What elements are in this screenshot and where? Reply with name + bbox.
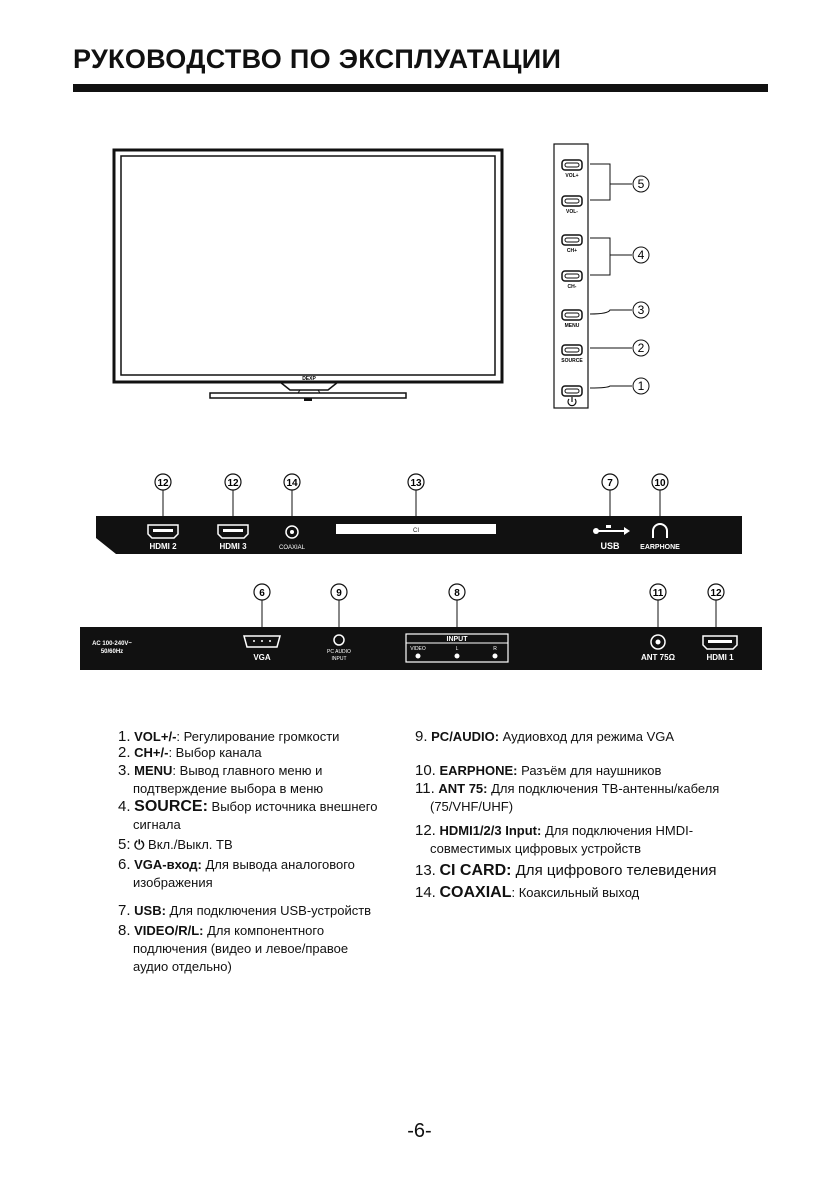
- legend-key: ANT 75:: [438, 781, 488, 796]
- side-button-5: [561, 345, 583, 364]
- legend-item: [118, 762, 323, 798]
- legend-text: Для подключения HMDI-: [541, 823, 694, 838]
- legend-item: [415, 822, 693, 858]
- legend-item: [415, 862, 717, 880]
- legend-key: SOURCE:: [134, 798, 208, 815]
- legend-num: 14.: [415, 884, 436, 901]
- bottom-callout: 8: [454, 588, 460, 599]
- legend-text: : Выбор канала: [168, 745, 262, 760]
- page-title: РУКОВОДСТВО ПО ЭКСПЛУАТАЦИИ: [73, 44, 562, 74]
- top-callout: 14: [286, 478, 298, 489]
- side-button-4: [562, 310, 582, 329]
- pc-audio-label: PC AUDIO: [327, 649, 351, 655]
- legend-key: COAXIAL: [439, 884, 512, 901]
- bottom-callout: 11: [652, 588, 664, 599]
- legend-key: HDMI1/2/3 Input:: [439, 823, 542, 838]
- hdmi2-label: HDMI 2: [149, 542, 177, 551]
- legend-key: ⏻: [134, 837, 145, 852]
- legend-key: VOL+/-: [134, 729, 177, 744]
- legend-item: [118, 856, 355, 892]
- legend-text: Для подключения USB-устройств: [165, 903, 372, 918]
- r-label: R: [493, 646, 497, 652]
- ci-label: CI: [413, 528, 419, 534]
- legend-item: [118, 922, 348, 976]
- bottom-callout: 12: [710, 588, 722, 599]
- legend-text: Для компонентного: [203, 923, 325, 938]
- tv-logo: DEXP: [302, 376, 316, 382]
- legend-item: [415, 762, 661, 780]
- legend-num: 10.: [415, 762, 436, 779]
- pc-input-label: INPUT: [331, 656, 347, 662]
- legend-text: : Вывод главного меню и: [172, 763, 323, 778]
- legend-continuation: совместимых цифровых устройств: [430, 841, 642, 856]
- legend-text: Для цифрового телевидения: [511, 862, 717, 879]
- coaxial-label: COAXIAL: [278, 545, 306, 551]
- legend-continuation: сигнала: [133, 817, 181, 832]
- video-label: VIDEO: [410, 646, 426, 652]
- legend-num: 9.: [415, 728, 428, 745]
- legend-text: Для подключения ТВ-антенны/кабеля: [487, 781, 720, 796]
- legend-key: EARPHONE:: [439, 763, 518, 778]
- legend-item: [415, 728, 674, 746]
- legend-num: 2.: [118, 744, 131, 761]
- legend-item: [118, 902, 371, 920]
- legend-num: 1.: [118, 728, 131, 745]
- legend-text: : Коаксильный выход: [511, 885, 640, 900]
- bottom-callout: 9: [336, 588, 342, 599]
- legend-item: [118, 744, 262, 762]
- legend-continuation: изображения: [133, 875, 213, 890]
- legend-num: 5:: [118, 836, 131, 853]
- ant-label: ANT 75Ω: [641, 653, 675, 662]
- earphone-label: EARPHONE: [640, 544, 680, 551]
- l-label: L: [455, 646, 459, 652]
- side-button-label: CH+: [566, 248, 578, 254]
- tv-front-illustration: [100, 140, 510, 410]
- legend-num: 8.: [118, 922, 131, 939]
- side-button-3: [562, 271, 582, 290]
- legend-item: [415, 780, 719, 816]
- legend-continuation: (75/VHF/UHF): [430, 799, 514, 814]
- page-number: -6-: [407, 1120, 432, 1142]
- vga-label: VGA: [253, 653, 271, 662]
- callout-1: 1: [637, 379, 645, 393]
- ac-label: AC 100-240V~: [92, 641, 132, 647]
- side-button-0: [562, 160, 582, 179]
- legend-item: [415, 884, 639, 902]
- usb-label: USB: [600, 541, 620, 551]
- bottom-callout: 6: [259, 588, 265, 599]
- legend-num: 13.: [415, 862, 436, 879]
- top-callout: 13: [410, 478, 422, 489]
- legend-continuation: подтверждение выбора в меню: [133, 781, 324, 796]
- legend-key: PC/AUDIO:: [431, 729, 500, 744]
- side-button-label: VOL+: [565, 173, 579, 179]
- top-callout: 10: [654, 478, 666, 489]
- legend-text: Выбор источника внешнего: [207, 799, 378, 814]
- legend-text: : Регулирование громкости: [176, 729, 340, 744]
- input-label: INPUT: [446, 636, 468, 643]
- side-button-1: [562, 196, 582, 215]
- legend-num: 11.: [415, 780, 435, 797]
- hz-label: 50/60Hz: [100, 649, 124, 655]
- legend-continuation: аудио отдельно): [133, 959, 232, 974]
- legend-continuation: подлючения (видео и левое/правое: [133, 941, 349, 956]
- legend-key: VGA-вход:: [134, 857, 202, 872]
- hdmi1-label: HDMI 1: [706, 653, 734, 662]
- legend-item: [118, 836, 233, 854]
- legend-key: CI CARD:: [439, 862, 512, 879]
- side-button-2: [562, 235, 582, 254]
- legend-text: Для вывода аналогового: [201, 857, 355, 872]
- top-callout: 12: [227, 478, 239, 489]
- side-button-label: SOURCE: [561, 358, 583, 364]
- legend-item: [118, 798, 377, 834]
- legend-num: 7.: [118, 902, 131, 919]
- hdmi3-label: HDMI 3: [219, 542, 247, 551]
- legend-num: 6.: [118, 856, 131, 873]
- side-button-6: [562, 386, 582, 406]
- legend-text: Вкл./Выкл. ТВ: [144, 837, 233, 852]
- side-button-label: MENU: [564, 323, 580, 329]
- tv-side-buttons: [548, 140, 678, 410]
- title-rule: [73, 84, 768, 92]
- callout-2: 2: [637, 341, 645, 355]
- legend-num: 12.: [415, 822, 436, 839]
- legend-key: MENU: [134, 763, 173, 778]
- legend-key: USB:: [134, 903, 166, 918]
- legend-key: VIDEO/R/L:: [134, 923, 204, 938]
- top-callout: 12: [157, 478, 169, 489]
- callout-3: 3: [637, 303, 645, 317]
- side-button-label: CH-: [567, 284, 577, 290]
- legend-text: Разъём для наушников: [517, 763, 662, 778]
- connector-panels: [0, 470, 839, 700]
- callout-4: 4: [637, 248, 645, 262]
- side-button-label: VOL-: [566, 209, 578, 215]
- legend-key: CH+/-: [134, 745, 169, 760]
- legend-num: 4.: [118, 798, 131, 815]
- legend-text: Аудиовход для режима VGA: [499, 729, 675, 744]
- legend-num: 3.: [118, 762, 131, 779]
- callout-5: 5: [637, 177, 645, 191]
- top-callout: 7: [607, 478, 613, 489]
